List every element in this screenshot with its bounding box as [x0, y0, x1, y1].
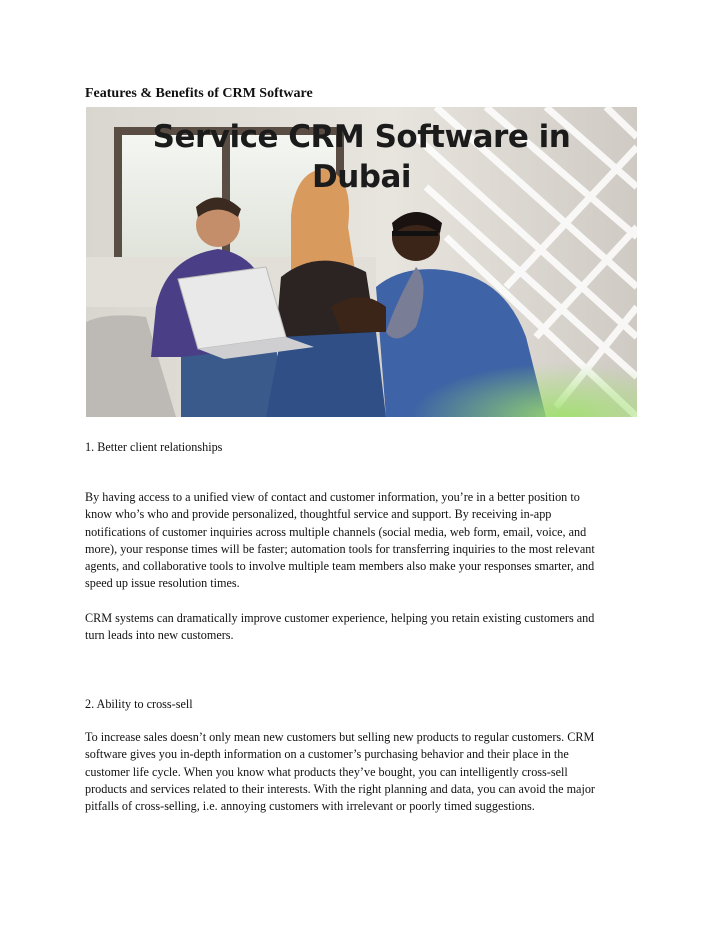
section1-paragraph1 [85, 489, 635, 593]
text-line: speed up issue resolution times. [85, 576, 240, 591]
text-line: products and services related to their interests. With the right planning and data, you can avoid the major [85, 781, 595, 796]
text-line: turn leads into new customers. [85, 628, 234, 643]
text-line: To increase sales doesn’t only mean new customers but selling new products to regular customers. CRM [85, 730, 595, 744]
text-line: CRM systems can dramatically improve customer experience, helping you retain existing customers and [85, 611, 595, 625]
text-line: pitfalls of cross-selling, i.e. annoying customers with irrelevant or poorly timed suggestions. [85, 799, 535, 814]
text-line: By having access to a unified view of contact and customer information, you’re in a better position to [85, 490, 580, 504]
section1-paragraph2 [85, 610, 635, 645]
text-line: notifications of customer inquiries across multiple channels (social media, web form, email, voice, and [85, 524, 587, 539]
text-line: customer life cycle. When you know what products they’ve bought, you can intelligently cross-sell [85, 764, 568, 779]
text-line: software gives you in-depth information on a customer’s purchasing behavior and their place in the [85, 747, 569, 762]
section1-title: 1. Better client relationships [85, 440, 223, 454]
hero-image [86, 107, 637, 417]
hero-title-line2: Dubai [311, 159, 412, 195]
hero-title-line1: Service CRM Software in [152, 119, 571, 155]
section2-title: 2. Ability to cross-sell [85, 697, 193, 711]
text-line: know who’s who and provide personalized, thoughtful service and support. By receiving in-app [85, 507, 552, 522]
section2-paragraph1 [85, 729, 635, 815]
page-heading: Features & Benefits of CRM Software [85, 86, 313, 101]
text-line: more), your response times will be faster; automation tools for transferring inquiries to the most relevant [85, 541, 595, 556]
hero-title [86, 117, 637, 197]
text-line: agents, and collaborative tools to involve multiple team members also make your responses smarter, and [85, 559, 595, 574]
